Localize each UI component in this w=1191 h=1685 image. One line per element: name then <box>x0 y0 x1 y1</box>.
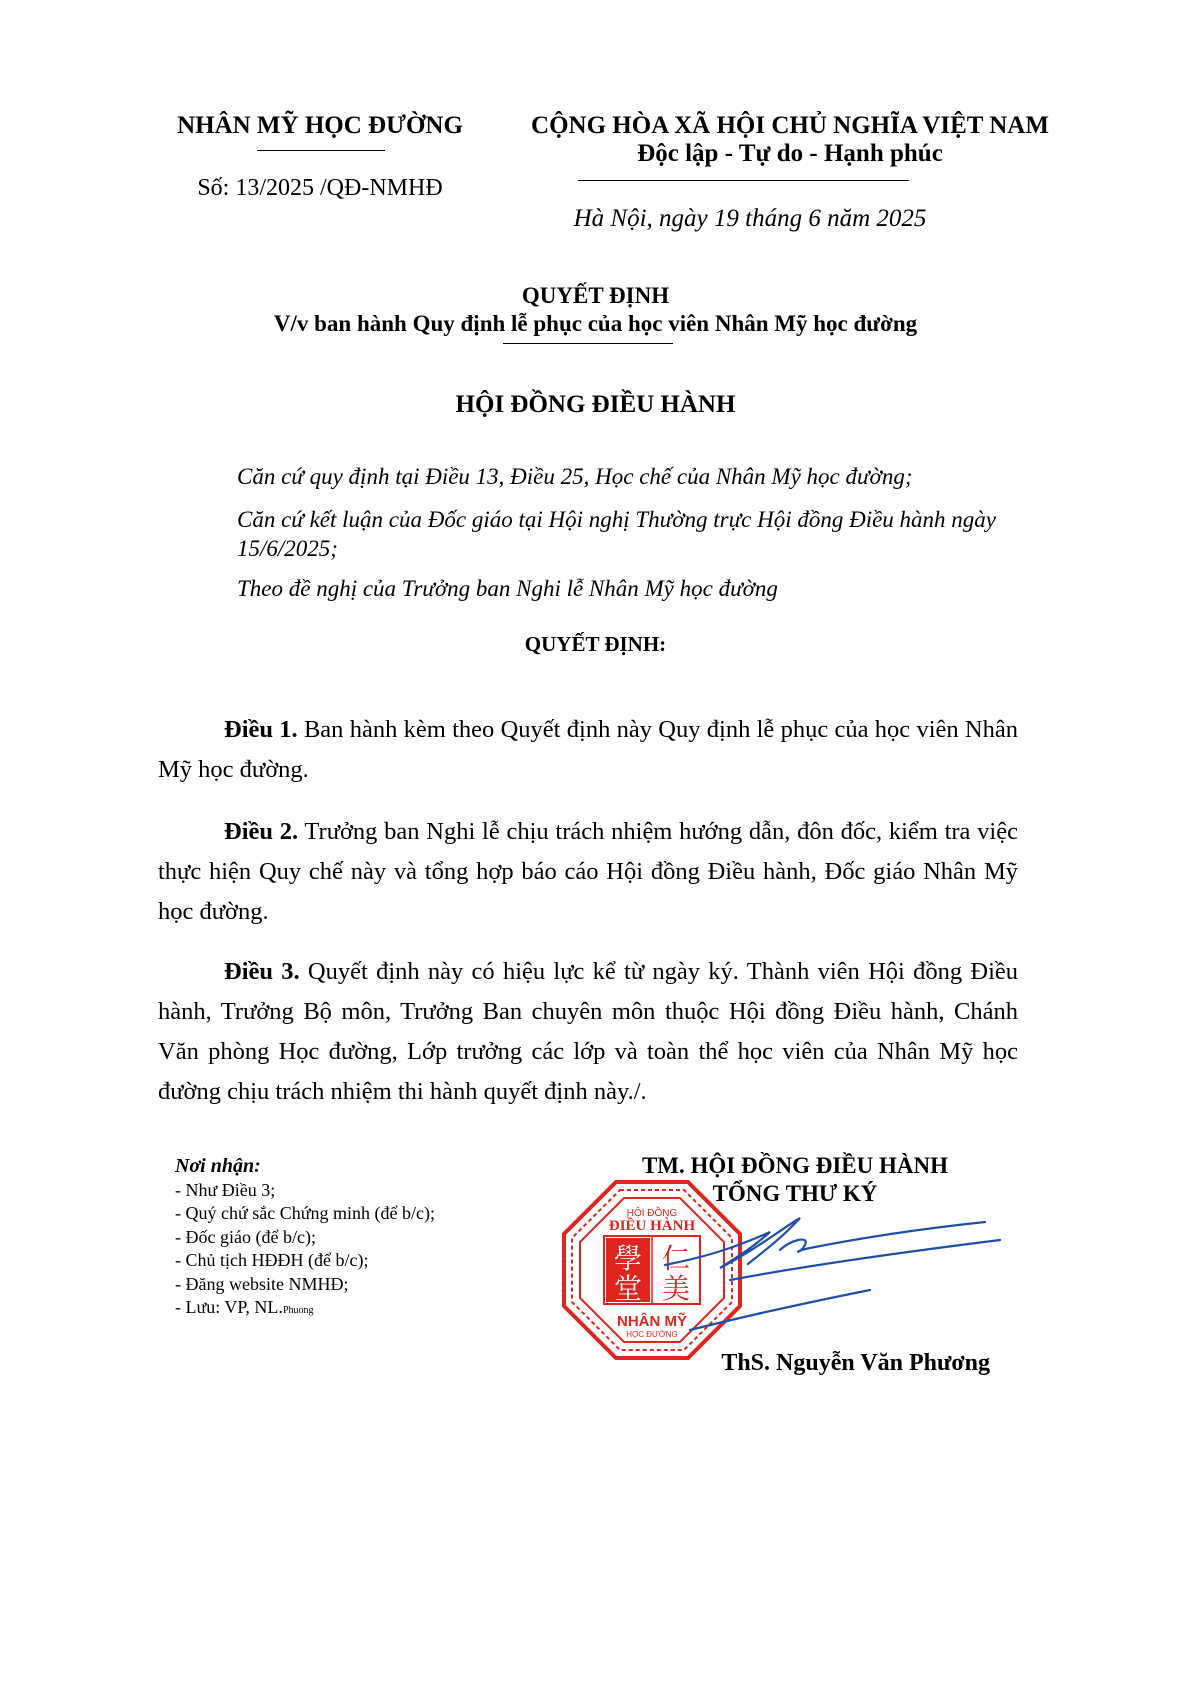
seal-glyph: 堂 <box>613 1272 643 1305</box>
legal-basis: Căn cứ kết luận của Đốc giáo tại Hội nghị Thường trực Hội đồng Điều hành ngày 15/6/2025; <box>237 507 996 561</box>
signature-on-behalf: TM. HỘI ĐỒNG ĐIỀU HÀNH <box>641 1153 949 1178</box>
legal-basis: Căn cứ quy định tại Điều 13, Điều 25, Học chế của Nhân Mỹ học đường; <box>237 464 913 489</box>
article <box>158 812 1018 932</box>
decision-subject: V/v ban hành Quy định lễ phục của học viên Nhân Mỹ học đường <box>273 311 918 336</box>
seal-bottom-text: HỌC ĐƯỜNG <box>626 1330 678 1339</box>
signer-name: ThS. Nguyễn Văn Phương <box>721 1350 990 1376</box>
article-label: Điều 2. <box>224 818 299 845</box>
council-heading: HỘI ĐỒNG ĐIỀU HÀNH <box>455 391 736 418</box>
national-motto: Độc lập - Tự do - Hạnh phúc <box>637 140 943 167</box>
article-label: Điều 1. <box>224 716 298 743</box>
organization-underline <box>257 150 385 151</box>
place-and-date: Hà Nội, ngày 19 tháng 6 năm 2025 <box>573 205 927 232</box>
national-title: CỘNG HÒA XÃ HỘI CHỦ NGHĨA VIỆT NAM <box>531 112 1049 139</box>
document-number: Số: 13/2025 /QĐ-NMHĐ <box>197 175 443 201</box>
decides-heading: QUYẾT ĐỊNH: <box>524 632 667 656</box>
archive-initials: Phuong <box>282 1305 314 1316</box>
seal-glyph: 美 <box>661 1272 691 1305</box>
article-text: Ban hành kèm theo Quyết định này Quy định lễ phục của học viên Nhân Mỹ học đường. <box>158 716 1019 783</box>
article <box>158 710 1018 790</box>
recipients-list <box>175 1155 535 1323</box>
recipient-item: - Chủ tịch HĐĐH (để b/c); <box>175 1250 369 1270</box>
recipient-item: - Đăng website NMHĐ; <box>175 1273 349 1294</box>
seal-top-text: ĐIỀU HÀNH <box>608 1218 696 1234</box>
recipient-item: - Như Điều 3; <box>175 1179 276 1200</box>
organization-name: NHÂN MỸ HỌC ĐƯỜNG <box>177 112 463 139</box>
decision-title: QUYẾT ĐỊNH <box>521 283 670 308</box>
article-label: Điều 3. <box>224 958 300 985</box>
recipient-item: - Đốc giáo (để b/c); <box>175 1226 316 1247</box>
seal-top-text: HỘI ĐỒNG <box>626 1208 678 1219</box>
recipient-item-archive: - Lưu: VP, NL.Phuong <box>175 1297 314 1317</box>
handwritten-signature <box>660 1210 1020 1360</box>
legal-basis: Theo đề nghị của Trưởng ban Nghi lễ Nhân Mỹ học đường <box>237 576 778 601</box>
recipients-heading: Nơi nhận: <box>175 1155 261 1177</box>
article <box>158 952 1018 1112</box>
seal-glyph: 學 <box>613 1242 643 1275</box>
article-text: Trưởng ban Nghi lễ chịu trách nhiệm hướng dẫn, đôn đốc, kiểm tra việc thực hiện Quy chế này và tổng hợp báo cáo Hội đồng Điều hành, Đốc giáo Nhân Mỹ học đường. <box>158 818 1018 925</box>
signature-position: TỔNG THƯ KÝ <box>712 1181 878 1206</box>
motto-underline <box>578 180 909 181</box>
subject-underline <box>503 343 673 344</box>
recipient-item: - Quý chứ sắc Chứng minh (để b/c); <box>175 1203 435 1223</box>
article-text: Quyết định này có hiệu lực kể từ ngày ký. Thành viên Hội đồng Điều hành, Trưởng Bộ môn, Trưởng Ban chuyên môn thuộc Hội đồng Điều hành, Chánh Văn phòng Học đường, Lớp trưởng các lớp và toàn thể học viên của Nhân Mỹ học đường chịu trách nhiệm thi hành quyết định này./. <box>158 958 1019 1105</box>
seal-glyph: 仁 <box>661 1242 691 1275</box>
seal-bottom-text: NHÂN MỸ <box>617 1313 687 1330</box>
